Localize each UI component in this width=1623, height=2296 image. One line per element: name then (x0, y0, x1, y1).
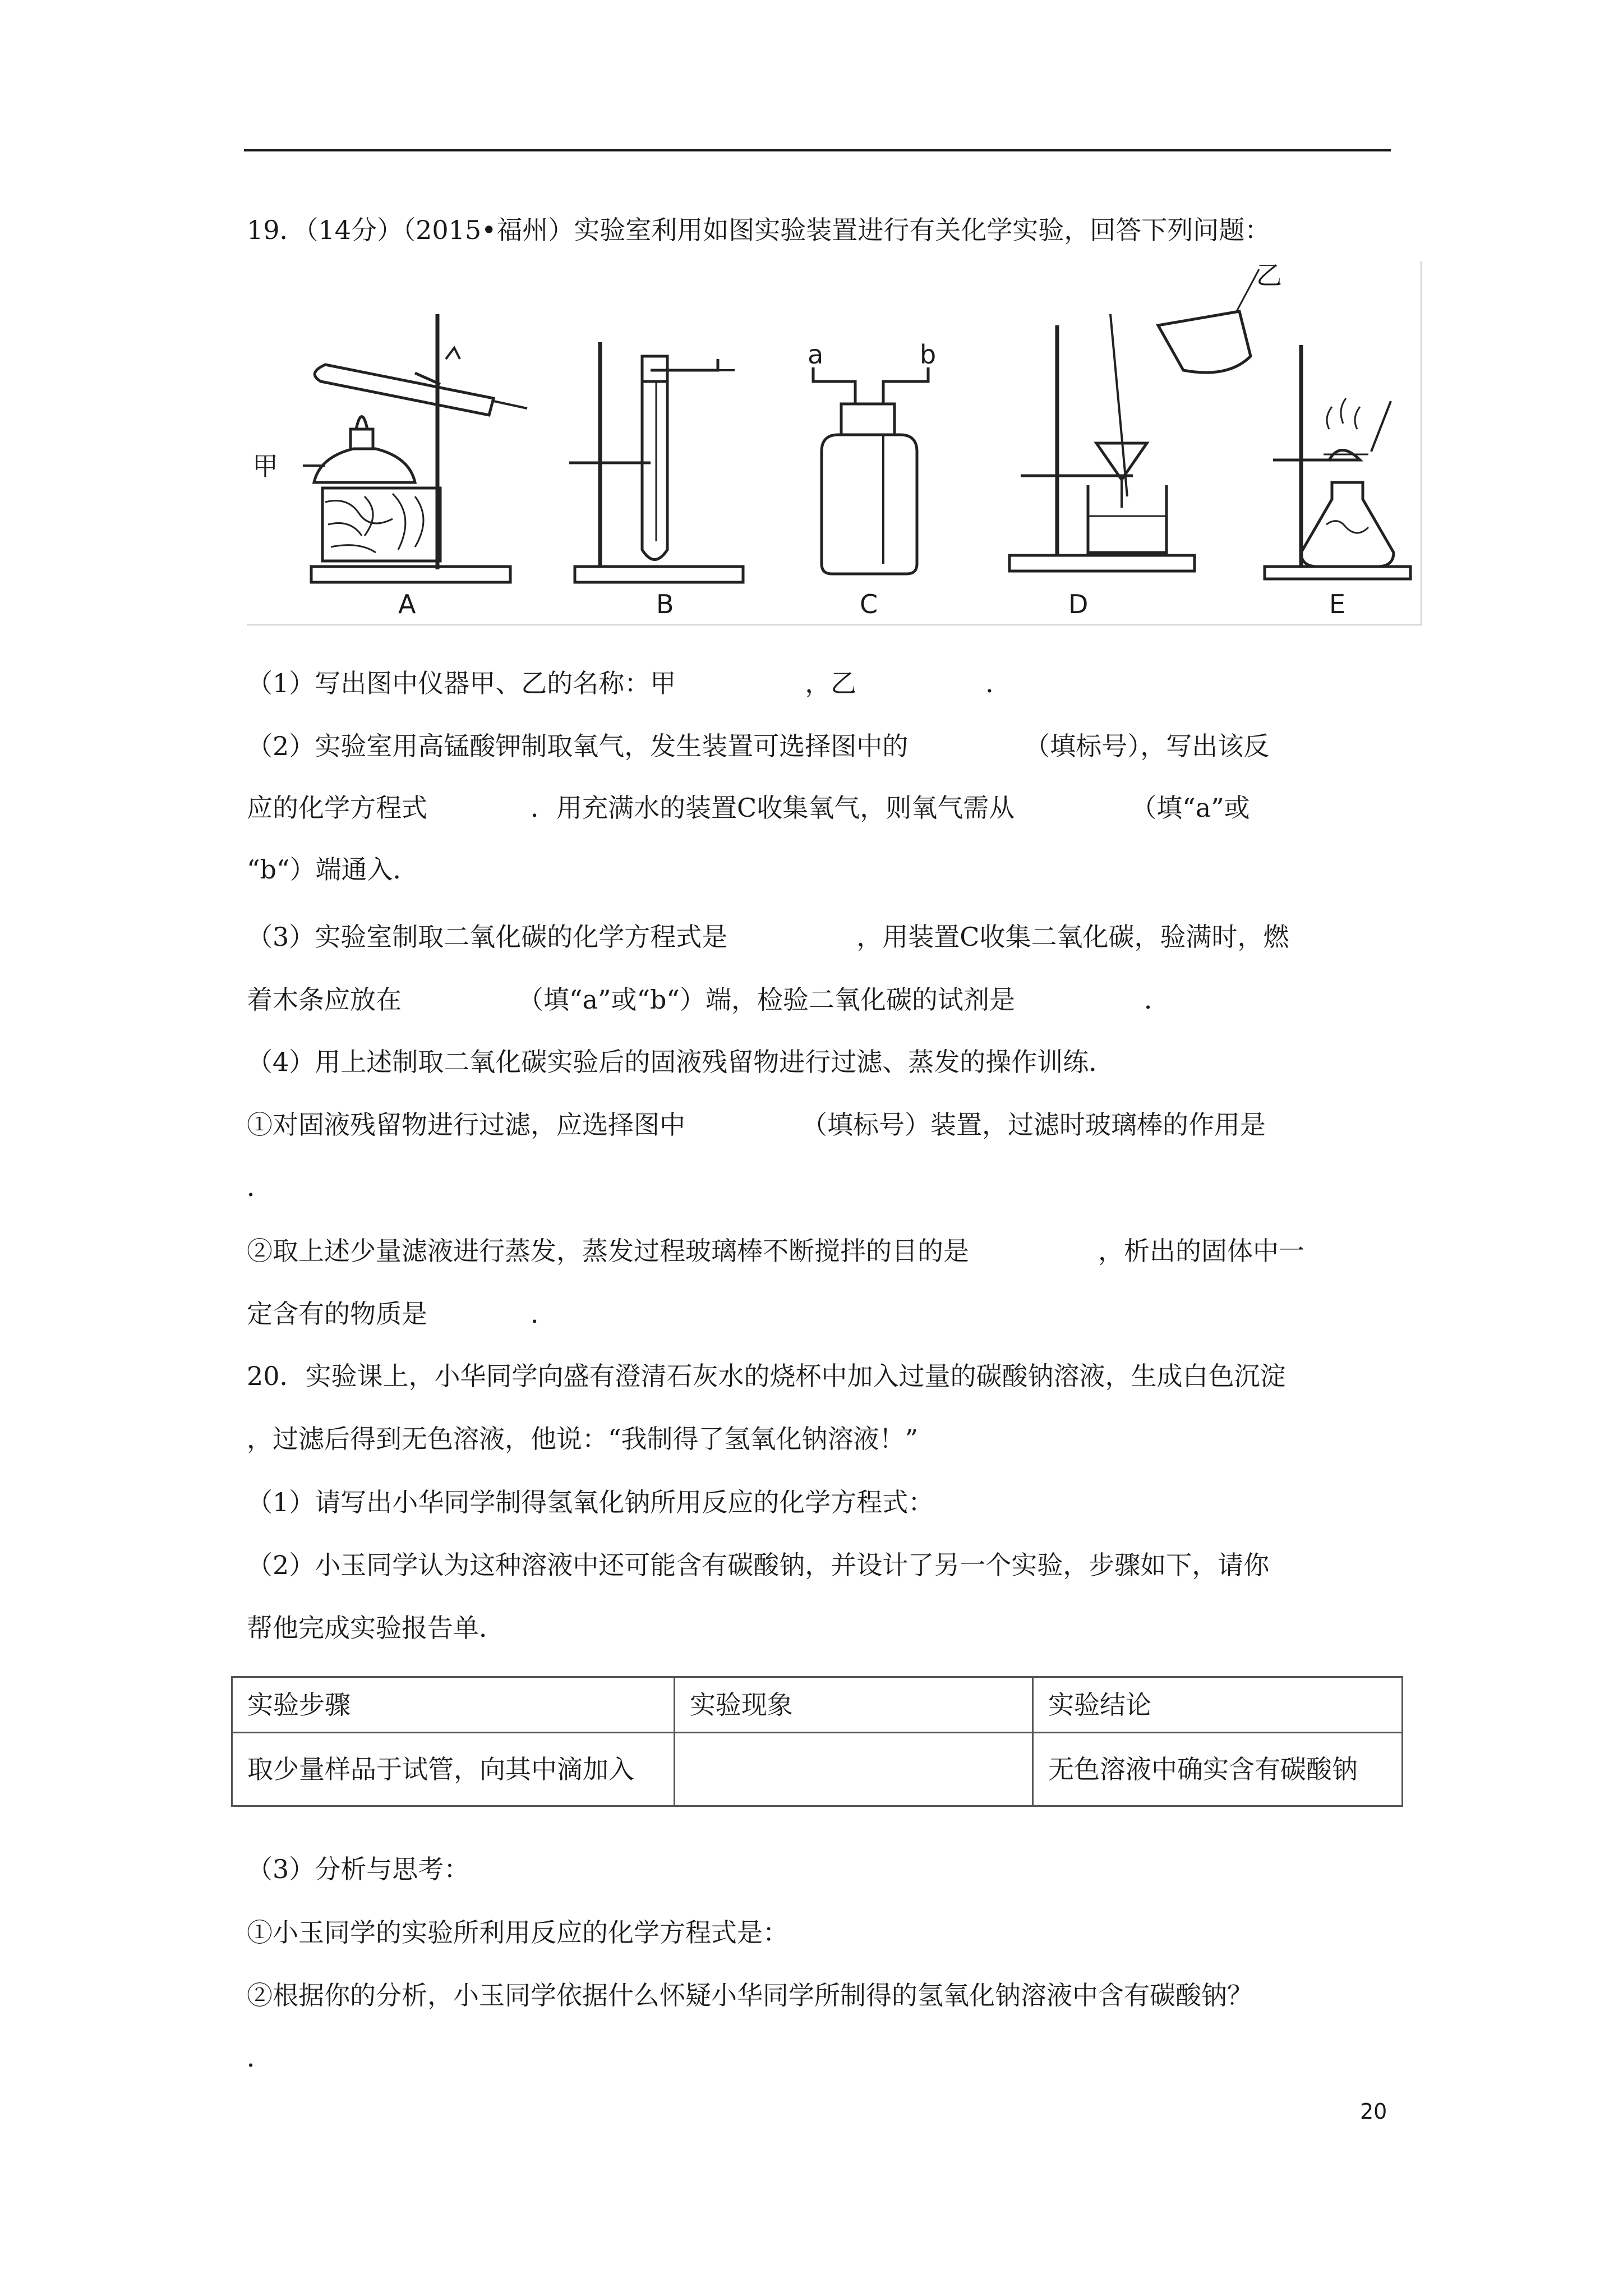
q19-part4-item1-end: ． (247, 1172, 273, 1202)
q20-part1: （1）请写出小华同学制得氢氧化钠所用反应的化学方程式： (247, 1487, 934, 1517)
table-row (232, 1733, 1403, 1806)
figure-right-border (1421, 261, 1422, 625)
apparatus-e (1265, 345, 1410, 579)
q19-header: 19．（14分）（2015•福州）实验室利用如图实验装置进行有关化学实验，回答下列问题： (247, 215, 1271, 245)
q20-part2-line2: 帮他完成实验报告单． (247, 1613, 505, 1643)
experiment-report-table (231, 1676, 1403, 1807)
q19-part3-line2: 着木条应放在 （填“a”或“b“）端，检验二氧化碳的试剂是 ． (247, 984, 1170, 1015)
page-number: 20 (1360, 2099, 1387, 2124)
q19-part4-item1: ①对固液残留物进行过滤，应选择图中 （填标号）装置，过滤时玻璃棒的作用是 (247, 1110, 1266, 1140)
figure-bottom-border (247, 624, 1422, 625)
table-cell-step: 取少量样品于试管，向其中滴加入 (232, 1733, 675, 1806)
label-D: D (1068, 589, 1089, 619)
q19-part1: （1）写出图中仪器甲、乙的名称：甲 ，乙 ． (247, 668, 1012, 698)
q20-part3: （3）分析与思考： (247, 1854, 470, 1884)
label-a: a (808, 339, 824, 370)
apparatus-d (1009, 269, 1259, 571)
q20-part3-item1: ①小玉同学的实验所利用反应的化学方程式是： (247, 1917, 789, 1948)
header-rule (244, 149, 1391, 151)
table-header-row (232, 1677, 1403, 1733)
table-header-cell: 实验步骤 (232, 1677, 675, 1733)
q20-part2-line1: （2）小玉同学认为这种溶液中还可能含有碳酸钠，并设计了另一个实验，步骤如下，请你 (247, 1550, 1270, 1580)
q19-part4-item2-line2: 定含有的物质是 ． (247, 1299, 556, 1329)
apparatus-a (303, 314, 527, 582)
q20-part3-item2-end: ． (247, 2042, 273, 2073)
q19-part2-line2: 应的化学方程式 ．用充满水的装置C收集氧气，则氧气需从 （填“a”或 (247, 793, 1250, 823)
q20-intro-line1: 20．实验课上，小华同学向盛有澄清石灰水的烧杯中加入过量的碳酸钠溶液，生成白色沉淀 (247, 1361, 1286, 1391)
table-cell-phenomenon (674, 1733, 1032, 1806)
label-E: E (1329, 589, 1346, 619)
q20-intro-line2: ，过滤后得到无色溶液，他说：“我制得了氢氧化钠溶液！” (247, 1424, 919, 1454)
table-header-cell: 实验现象 (674, 1677, 1032, 1733)
apparatus-drawing (247, 261, 1422, 625)
apparatus-figure (247, 261, 1422, 625)
label-yi: 乙 (1256, 260, 1282, 291)
table-cell-conclusion: 无色溶液中确实含有碳酸钠 (1032, 1733, 1402, 1806)
q19-part2-line1: （2）实验室用高锰酸钾制取氧气，发生装置可选择图中的 （填标号），写出该反 (247, 731, 1270, 761)
apparatus-b (569, 342, 743, 582)
label-A: A (398, 589, 416, 619)
q19-part2-line3: “b“）端通入． (247, 854, 419, 885)
label-b: b (920, 339, 937, 370)
q19-part4-item2-line1: ②取上述少量滤液进行蒸发，蒸发过程玻璃棒不断搅拌的目的是 ，析出的固体中一 (247, 1236, 1304, 1266)
label-jia: 甲 (252, 451, 278, 481)
q19-part3-line1: （3）实验室制取二氧化碳的化学方程式是 ，用装置C收集二氧化碳，验满时，燃 (247, 922, 1289, 952)
table-header-cell: 实验结论 (1032, 1677, 1402, 1733)
label-C: C (860, 589, 878, 619)
q20-part3-item2: ②根据你的分析，小玉同学依据什么怀疑小华同学所制得的氢氧化钠溶液中含有碳酸钠？ (247, 1980, 1253, 2010)
q19-part4: （4）用上述制取二氧化碳实验后的固液残留物进行过滤、蒸发的操作训练． (247, 1047, 1115, 1077)
label-B: B (656, 589, 674, 619)
apparatus-c (813, 367, 928, 574)
